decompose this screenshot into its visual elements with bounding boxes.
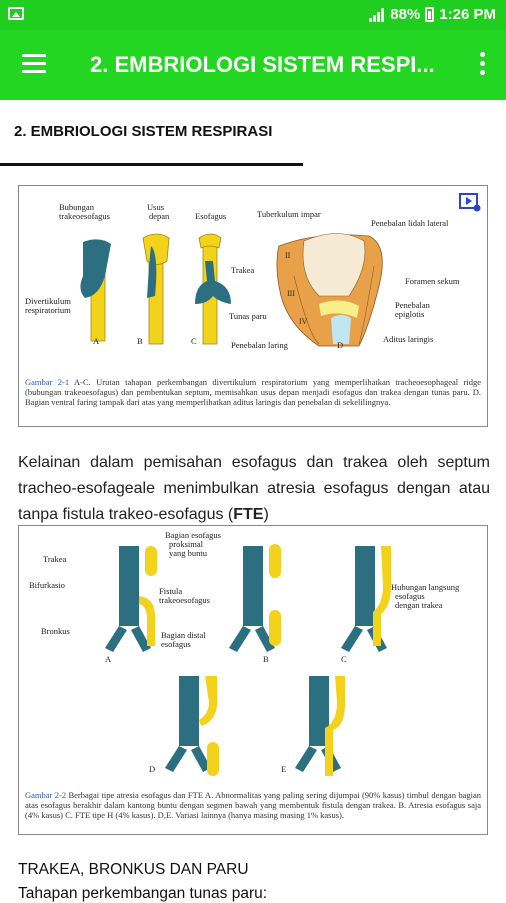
label2-a: A — [105, 654, 112, 664]
label-respiratorium: respiratorium — [25, 305, 71, 315]
label-tuberkulum: Tuberkulum impar — [257, 209, 321, 219]
section-heading: TRAKEA, BRONKUS DAN PARU — [18, 861, 249, 878]
label-penebalan: Penebalan — [395, 300, 430, 310]
label2-c: C — [341, 654, 347, 664]
label-penebalan-lidah: Penebalan lidah lateral — [371, 218, 449, 228]
label-c: C — [191, 336, 197, 346]
label2-bagian-distal: Bagian distal — [161, 630, 206, 640]
label2-fistula: Fistula — [159, 586, 183, 596]
label-tunas-paru: Tunas paru — [229, 311, 267, 321]
label-iii: III — [287, 289, 295, 298]
tab-bar — [0, 100, 506, 168]
paragraph-text: Kelainan dalam pemisahan esofagus dan trakea oleh septum tracheo-esofageale menimbulkan atresia esofagus dengan atau tanpa fistula trakeo-esofagus ( — [18, 454, 490, 523]
status-right — [369, 6, 496, 23]
label-depan: depan — [149, 211, 170, 221]
label-trakeoesofagus: trakeoesofagus — [59, 211, 110, 221]
label2-b: B — [263, 654, 269, 664]
figure-2-2-caption — [25, 790, 481, 820]
paragraph-end: ) — [263, 506, 269, 523]
partial-line: Tahapan perkembangan tunas paru: — [18, 885, 268, 902]
signal-icon — [369, 8, 385, 22]
figure-2-1-caption-text: A-C. Urutan tahapan perkembangan divertikulum respiratorium yang memperlihatkan tracheoesophageal ridge (bubungan trakeoesofagus) dan pembentukan septum, memisahkan usus depan menjadi esofagus dan trakea dengan tunas paru. D. Bagian ventral faring tampak dari atas yang memperlihatkan aditus laringis dan penebalan di sekelilingnya. — [25, 377, 481, 407]
label2-e: E — [281, 764, 287, 774]
label2-bronkus: Bronkus — [41, 626, 70, 636]
label-divertikulum: Divertikulum — [25, 296, 71, 306]
menu-icon[interactable] — [22, 54, 46, 74]
label2-hubungan: Hubungan langsung — [391, 582, 460, 592]
label2-yang-buntu: yang buntu — [169, 548, 208, 558]
app-title: 2. EMBRIOLOGI SISTEM RESPI... — [90, 52, 435, 77]
label-aditus: Aditus laringis — [383, 334, 434, 344]
label2-d: D — [149, 764, 156, 774]
label-esofagus: Esofagus — [195, 211, 227, 221]
label-bubungan: Bubungan — [59, 202, 94, 212]
clock: 1:26 PM — [439, 6, 496, 23]
battery-icon — [425, 7, 434, 22]
label-ii: II — [285, 251, 291, 260]
label2-bagian-esofagus: Bagian esofagus — [165, 530, 221, 540]
figure-2-2 — [18, 525, 488, 835]
tab-embriologi[interactable]: 2. EMBRIOLOGI SISTEM RESPIRASI — [14, 123, 273, 140]
label2-dengan-trakea: dengan trakea — [395, 600, 443, 610]
label-d: D — [337, 340, 344, 350]
label2-esofagus2: esofagus — [395, 591, 425, 601]
label2-trakea: Trakea — [43, 554, 67, 564]
image-notification-icon — [8, 7, 24, 20]
label2-trakeoesofagus: trakeoesofagus — [159, 595, 210, 605]
figure-2-2-caption-label: Gambar 2-2 — [25, 790, 67, 800]
label-a: A — [93, 336, 100, 346]
label-penebalan-laring: Penebalan laring — [231, 340, 288, 350]
label-trakea: Trakea — [231, 265, 255, 275]
label-iv: IV — [299, 317, 308, 326]
status-bar — [0, 0, 506, 30]
label2-bifurkasio: Bifurkasio — [29, 580, 65, 590]
app-bar — [0, 30, 506, 100]
figure-2-2-caption-text: Berbagai tipe atresia esofagus dan FTE A. Abnormalitas yang paling sering dijumpai (90% kasus) timbul dengan bagian atas esofagus berakhir dalam kantong buntu dengan segmen bawah yang membentuk fistula dengan trakea. B. Atresia esofagus saja (4% kasus) C. FTE tipe H (4% kasus). D,E. Variasi lainnya (hanya masing masing 1% kasus). — [25, 790, 481, 820]
video-icon[interactable] — [459, 192, 481, 212]
battery-percent: 88% — [390, 6, 421, 23]
figure-2-1 — [18, 185, 488, 427]
tab-indicator — [0, 163, 303, 166]
label-usus: Usus — [147, 202, 165, 212]
more-options-icon[interactable] — [478, 52, 486, 78]
figure-2-2-illustration — [19, 526, 487, 788]
label2-esofagus: esofagus — [161, 639, 191, 649]
figure-2-1-caption — [25, 377, 481, 407]
label-b: B — [137, 336, 143, 346]
figure-2-1-caption-label: Gambar 2-1 — [25, 377, 70, 387]
label-epiglotis: epiglotis — [395, 309, 425, 319]
label-foramen: Foramen sekum — [405, 276, 460, 286]
label2-proksimal: proksimal — [169, 539, 203, 549]
paragraph-atresia — [18, 450, 490, 528]
paragraph-bold: FTE — [233, 506, 264, 523]
